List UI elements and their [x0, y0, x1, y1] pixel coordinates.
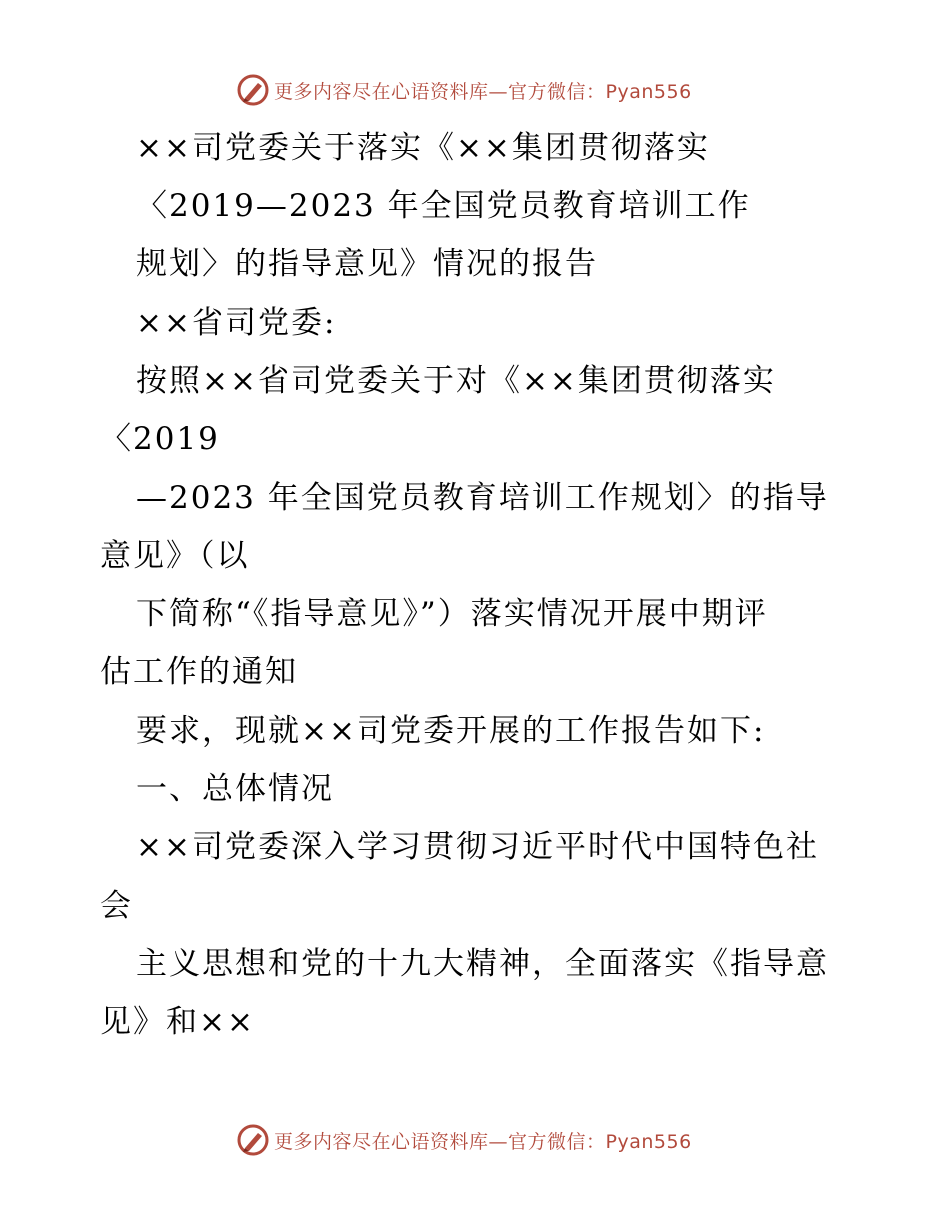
- watermark-text: 更多内容尽在心语资料库—官方微信：Pyan556: [274, 80, 692, 103]
- salutation: ××省司党委:: [136, 305, 337, 341]
- paragraph-line: 要求，现就××司党委开展的工作报告如下:: [136, 713, 766, 749]
- paragraph-line: 按照××省司党委关于对《××集团贯彻落实: [136, 363, 776, 399]
- footer-watermark: [236, 1122, 692, 1158]
- paragraph-line: —2023 年全国党员教育培训工作规划〉的指导: [136, 480, 829, 516]
- paragraph-line: ××司党委深入学习贯彻习近平时代中国特色社: [136, 829, 819, 865]
- paragraph-line: 见》和××: [100, 1004, 255, 1040]
- paragraph-line: 下简称“《指导意见》”）落实情况开展中期评: [136, 596, 768, 632]
- title-line-1: ××司党委关于落实《××集团贯彻落实: [136, 130, 710, 166]
- paragraph-line: 主义思想和党的十九大精神，全面落实《指导意: [136, 946, 829, 982]
- paragraph-line: 意见》（以: [100, 538, 250, 574]
- section-heading: 一、总体情况: [136, 771, 334, 807]
- paragraph-line: 估工作的通知: [100, 654, 298, 690]
- paragraph-line: 〈2019: [100, 421, 220, 457]
- pen-logo-icon: [236, 1123, 270, 1157]
- title-line-2: 〈2019—2023 年全国党员教育培训工作: [136, 188, 751, 224]
- title-line-3: 规划〉的指导意见》情况的报告: [136, 246, 598, 282]
- watermark-text: 更多内容尽在心语资料库—官方微信：Pyan556: [274, 1130, 692, 1153]
- paragraph-line: 会: [100, 888, 133, 924]
